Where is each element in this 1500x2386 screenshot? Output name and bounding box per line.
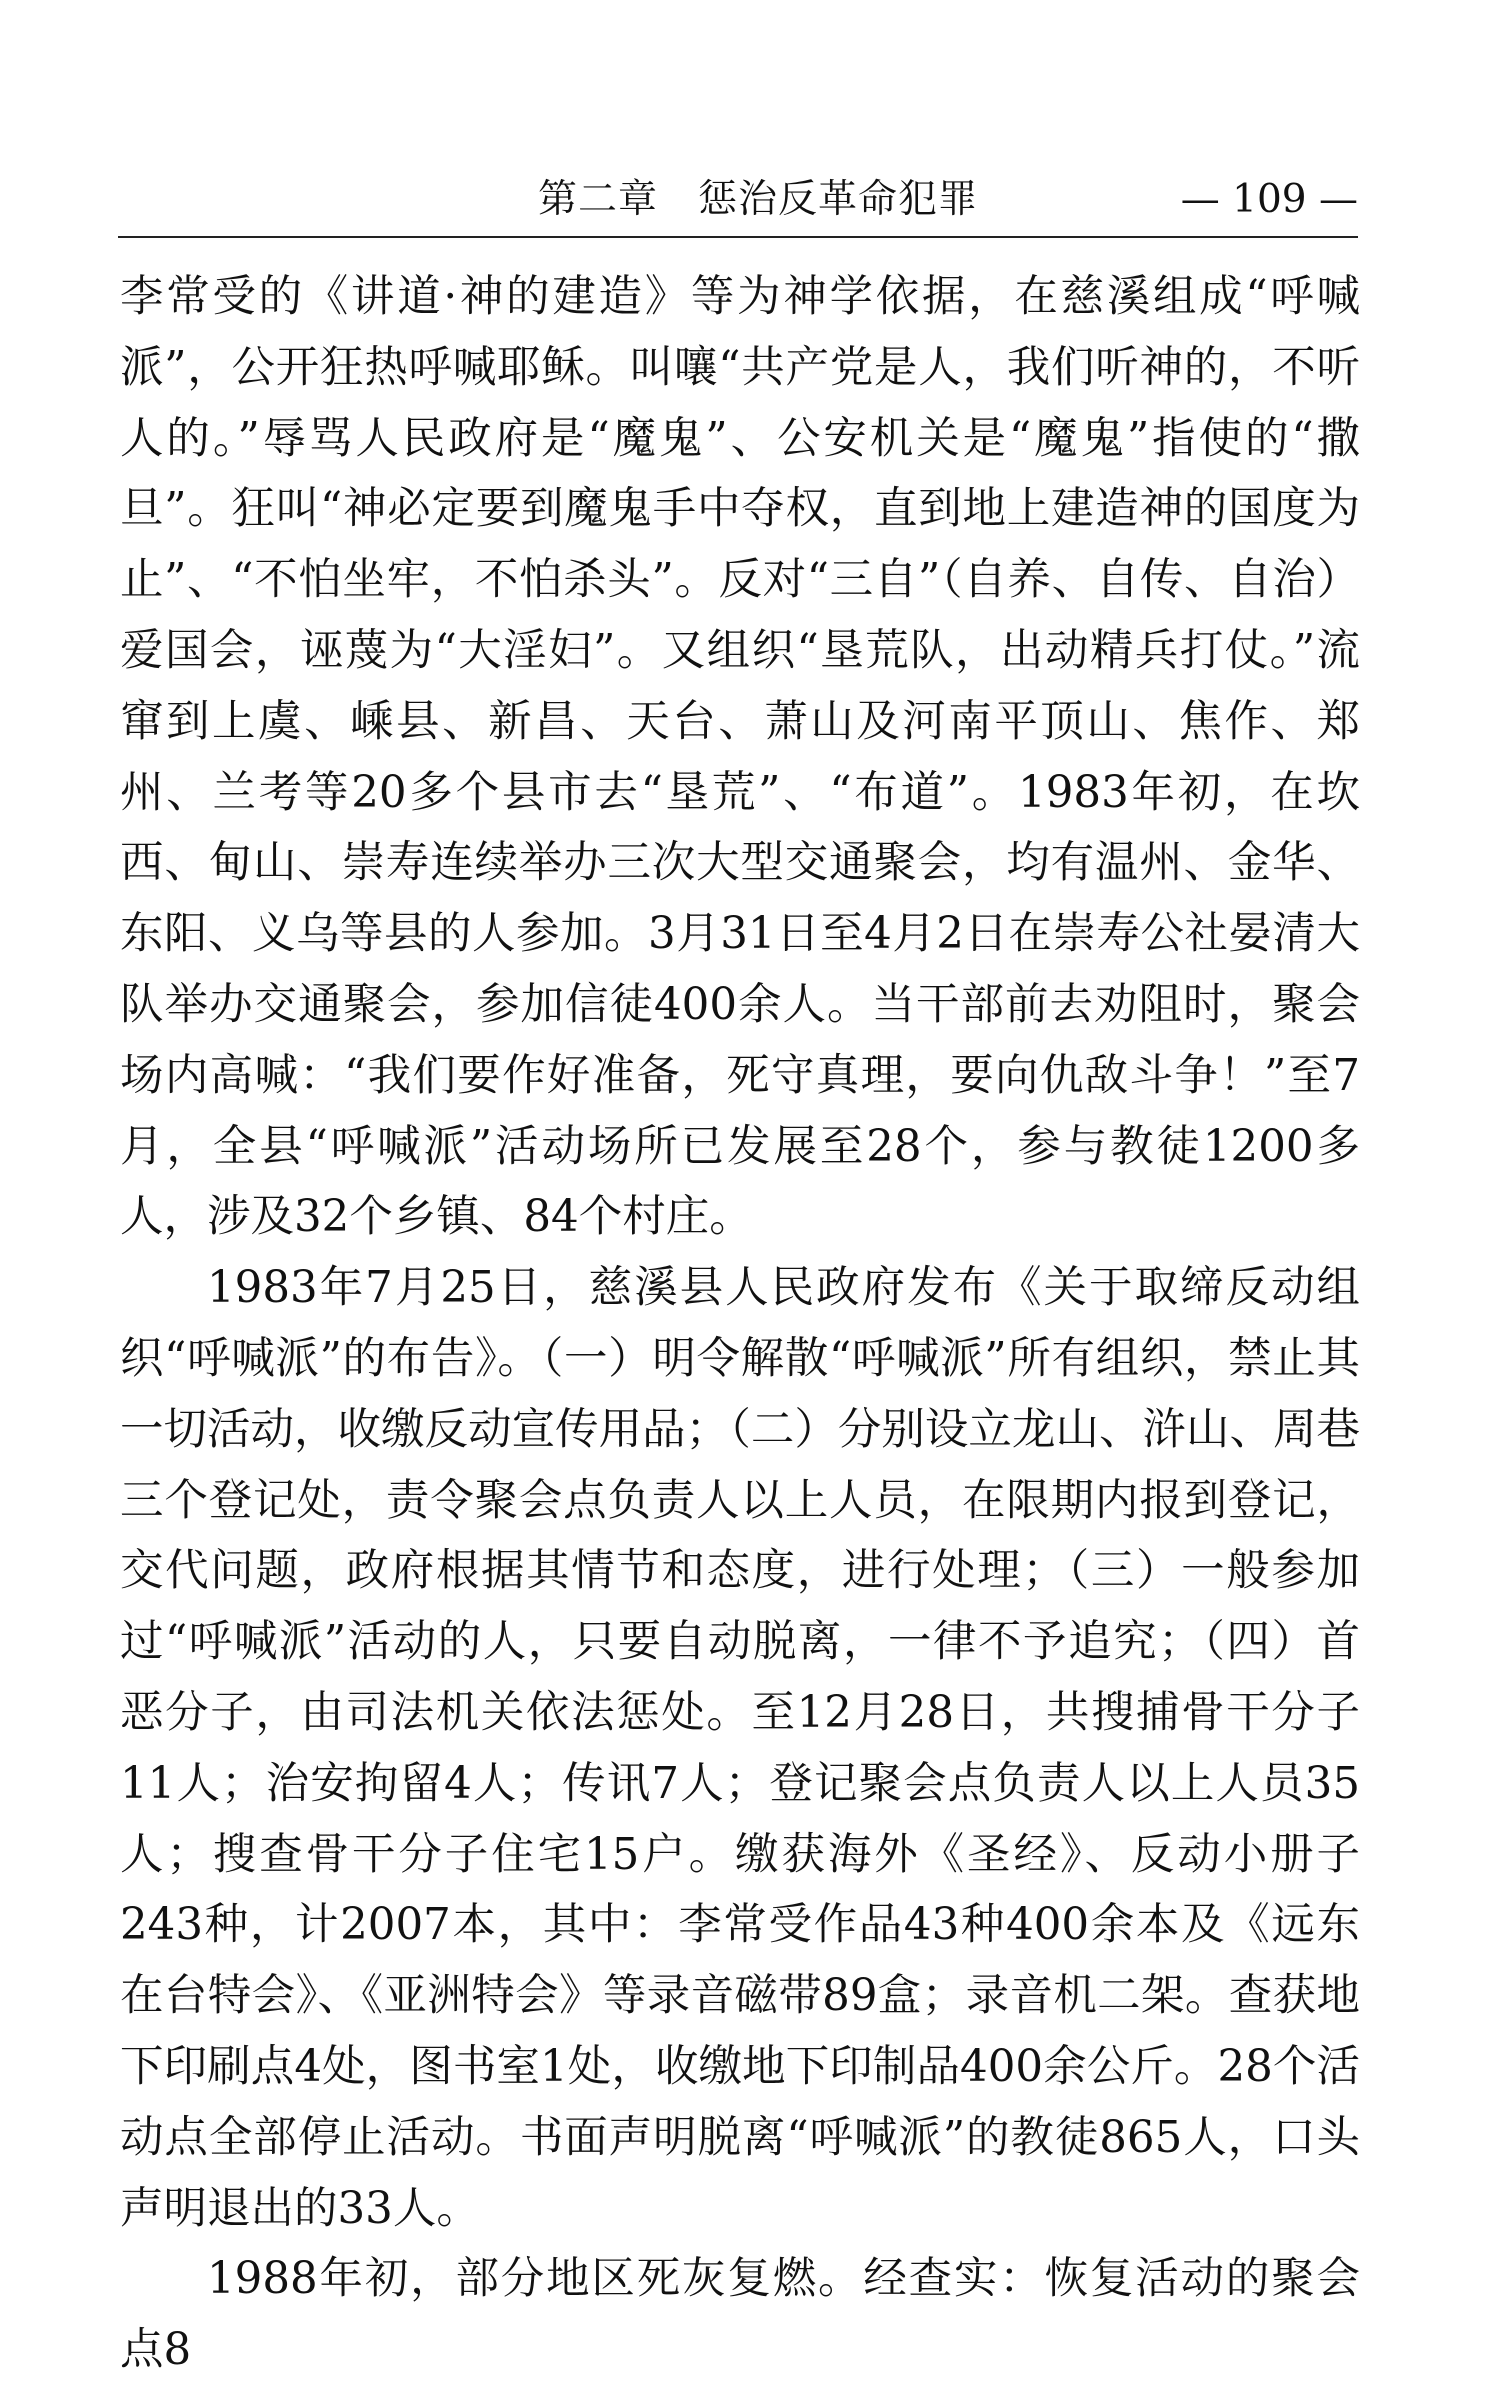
running-header (118, 170, 1358, 230)
page-number: — 109 — (1180, 177, 1358, 222)
paragraph-proclamation: 1983年7月25日，慈溪县人民政府发布《关于取缔反动组织“呼喊派”的布告》。（一）明令解散“呼喊派”所有组织，禁止其一切活动，收缴反动宣传用品；（二）分别设立龙山、浒山、周巷三个登记处，责令聚会点负责人以上人员，在限期内报到登记，交代问题，政府根据其情节和态度，进行处理；（三）一般参加过“呼喊派”活动的人，只要自动脱离，一律不予追究；（四）首恶分子，由司法机关依法惩处。至12月28日，共搜捕骨干分子11人；治安拘留4人；传讯7人；登记聚会点负责人以上人员35人；搜查骨干分子住宅15户。缴获海外《圣经》、反动小册子243种，计2007本，其中：李常受作品43种400余本及《远东在台特会》、《亚洲特会》等录音磁带89盒；录音机二架。查获地下印刷点4处，图书室1处，收缴地下印制品400余公斤。28个活动点全部停止活动。书面声明脱离“呼喊派”的教徒865人，口头声明退出的33人。 (120, 1263, 1360, 2234)
body-text (120, 262, 1360, 2386)
header-rule (118, 236, 1358, 238)
paragraph-1988: 1988年初，部分地区死灰复燃。经查实：恢复活动的聚会点8 (120, 2254, 1360, 2376)
chapter-title: 第二章 惩治反革命犯罪 (538, 177, 979, 222)
paragraph-continued: 李常受的《讲道·神的建造》等为神学依据，在慈溪组成“呼喊派”，公开狂热呼喊耶稣。叫嚷“共产党是人，我们听神的，不听人的。”辱骂人民政府是“魔鬼”、公安机关是“魔鬼”指使的“撒旦”。狂叫“神必定要到魔鬼手中夺权，直到地上建造神的国度为止”、“不怕坐牢，不怕杀头”。反对“三自”（自养、自传、自治）爱国会，诬蔑为“大淫妇”。又组织“垦荒队，出动精兵打仗。”流窜到上虞、嵊县、新昌、天台、萧山及河南平顶山、焦作、郑州、兰考等20多个县市去“垦荒”、“布道”。1983年初，在坎西、甸山、崇寿连续举办三次大型交通聚会，均有温州、金华、东阳、义乌等县的人参加。3月31日至4月2日在崇寿公社晏清大队举办交通聚会，参加信徒400余人。当干部前去劝阻时，聚会场内高喊：“我们要作好准备，死守真理，要向仇敌斗争！”至7月，全县“呼喊派”活动场所已发展至28个，参与教徒1200多人，涉及32个乡镇、84个村庄。 (120, 272, 1360, 1243)
